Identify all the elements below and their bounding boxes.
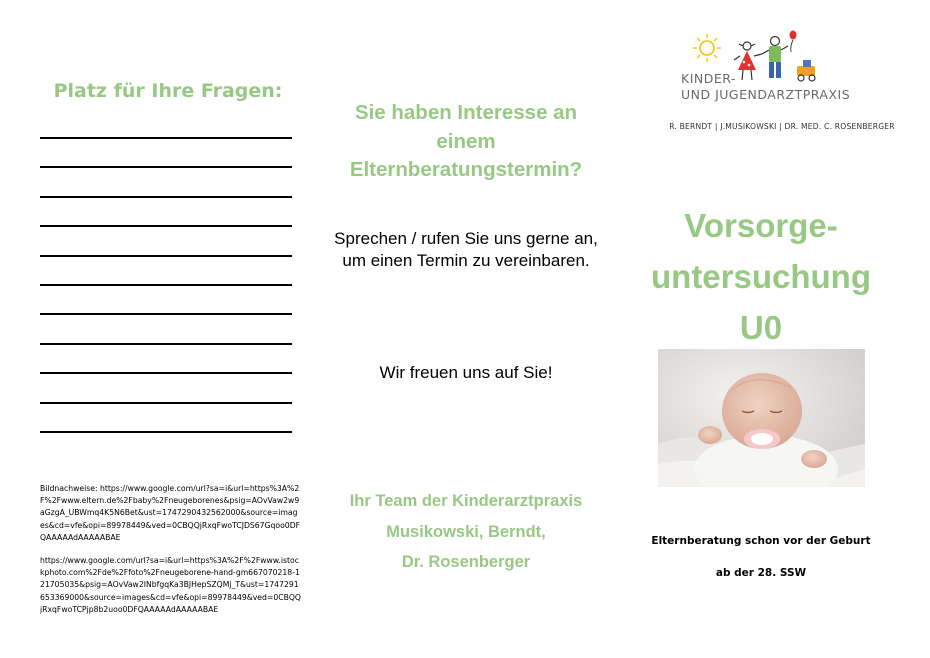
title-line-1: Vorsorge- (684, 207, 838, 244)
practice-name-line-2: UND JUGENDARZTPRAXIS (681, 86, 851, 102)
credit-2: https://www.google.com/url?sa=i&url=https%3A%2F%2Fwww.istockphoto.com%2Fde%2Ffoto%2Fneugeborene-hand-gm667070218-121705035&psig=AOvVaw2INbfgqKa3BJHepSZQMj_T&ust=1747291653369000&source=images&cd=vfe&opi=89978449&ved=0CBQQjRxqFwoTCPjp8b2uoo0DFQAAAAAdAAAAABAE (40, 556, 301, 614)
questions-title: Platz für Ihre Fragen: (53, 80, 283, 102)
team-line-2: Musikowski, Berndt, (386, 522, 546, 541)
question-lines (40, 137, 292, 460)
newborn-illustration (658, 349, 865, 487)
question-line (40, 225, 292, 227)
balloon-icon (790, 31, 797, 53)
welcome-text: Wir freuen uns auf Sie! (379, 363, 553, 382)
question-line (40, 196, 292, 198)
image-credits (40, 483, 302, 627)
sun-icon (693, 34, 721, 62)
doctors-line: R. BERNDT | J.MUSIKOWSKI | DR. MED. C. ROSENBERGER (669, 122, 895, 131)
page-title (625, 200, 897, 353)
credit-1: Bildnachweise: https://www.google.com/url?sa=i&url=https%3A%2F%2Fwww.eltern.de%2Fbaby%2Fneugeborenes&psig=AOvVaw2w9aGzgA_UBWmq4K5N6Bet&ust=1747290432562000&source=images&cd=vfe&opi=89978449&ved=0CBQQjRxqFwoTCJDS67Gqoo0DFQAAAAAdAAAAABAE (40, 484, 301, 542)
question-line (40, 431, 292, 433)
questions-panel (0, 0, 320, 658)
question-line (40, 137, 292, 139)
title-line-2: untersuchung (651, 258, 871, 295)
question-line (40, 402, 292, 404)
practice-name (681, 71, 881, 102)
subline: Elternberatung schon vor der Geburt (651, 535, 871, 547)
contact-panel (330, 0, 602, 658)
question-line (40, 372, 292, 374)
subline-week: ab der 28. SSW (715, 567, 807, 579)
team-line-1: Ihr Team der Kinderarztpraxis (349, 492, 583, 510)
question-line (40, 284, 292, 286)
question-line (40, 255, 292, 257)
call-text: Sprechen / rufen Sie uns gerne an, um einen Termin zu vereinbaren. (334, 229, 598, 270)
team-signature (330, 486, 602, 578)
team-line-3: Dr. Rosenberger (401, 553, 531, 571)
cover-panel (625, 0, 930, 658)
question-line (40, 166, 292, 168)
practice-name-line-1: KINDER- (681, 71, 736, 86)
question-line (40, 313, 292, 315)
interest-heading: Sie haben Interesse an einem Elternberatungstermin? (349, 101, 583, 181)
newborn-photo (658, 349, 865, 487)
title-line-3: U0 (739, 309, 783, 346)
question-line (40, 343, 292, 345)
